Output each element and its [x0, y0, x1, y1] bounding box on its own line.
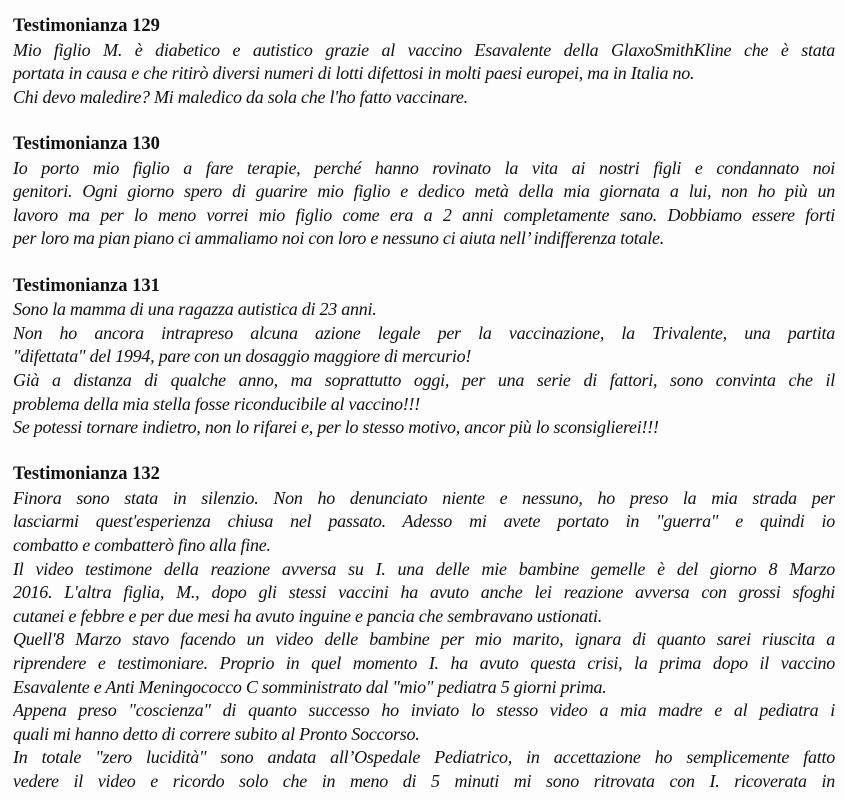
testimony-paragraph: [13, 369, 835, 416]
testimony-paragraph: [13, 322, 835, 369]
text-line: genitori. Ogni giorno spero di guarire mio figlio e dedico metà della mia giornata a lui, non ho più un: [13, 181, 835, 202]
testimony-paragraph: [13, 699, 835, 746]
testimony-paragraph: [13, 39, 835, 86]
testimony-paragraph: [13, 416, 835, 440]
text-line: riprendere e testimoniare. Proprio in quel momento I. ha avuto questa crisi, la prima dopo il vaccino: [13, 653, 835, 674]
testimony-section: [13, 133, 835, 251]
text-line: Il video testimone della reazione avversa su I. una delle mie bambine gemelle è del giorno 8 Marzo: [13, 558, 835, 579]
text-line: Già a distanza di qualche anno, ma soprattutto oggi, per una serie di fattori, sono convinta che il: [13, 369, 835, 390]
testimony-paragraph: [13, 628, 835, 699]
text-line: Sono la mamma di una ragazza autistica di 23 anni.: [13, 299, 377, 320]
text-line: Esavalente e Anti Meningococco C somministrato dal "mio" pediatra 5 giorni prima.: [13, 676, 607, 697]
text-line: Io porto mio figlio a fare terapie, perché hanno rovinato la vita ai nostri figli e condannato noi: [13, 157, 835, 178]
text-line: portata in causa e che ritirò diversi numeri di lotti difettosi in molti paesi europei, ma in Italia no.: [13, 63, 695, 84]
testimony-section: [13, 463, 835, 793]
text-line: Non ho ancora intrapreso alcuna azione legale per la vaccinazione, la Trivalente, una partita: [13, 322, 835, 343]
text-line: combatto e combatterò fino alla fine.: [13, 535, 271, 556]
text-line: problema della mia stella fosse riconducibile al vaccino!!!: [13, 393, 420, 414]
text-line: Quell'8 Marzo stavo facendo un video delle bambine per mio marito, ignara di quanto sarei riuscita a: [13, 629, 835, 650]
text-line: Appena preso "coscienza" di quanto successo ho inviato lo stesso video a mia madre e al pediatra i: [13, 700, 835, 721]
text-line: "difettata" del 1994, pare con un dosaggio maggiore di mercurio!: [13, 346, 472, 367]
text-line: per loro ma pian piano ci ammaliamo noi con loro e nessuno ci aiuta nell’ indifferenza totale.: [13, 228, 664, 249]
testimony-title: Testimonianza 132: [13, 464, 160, 485]
testimony-paragraph: [13, 558, 835, 629]
text-line: lavoro ma per lo meno vorrei mio figlio come era a 2 anni completamente sano. Dobbiamo essere forti: [13, 204, 835, 225]
testimony-section: [13, 275, 835, 440]
text-line: Finora sono stata in silenzio. Non ho denunciato niente e nessuno, ho preso la mia strada per: [13, 487, 835, 508]
testimony-paragraph: [13, 298, 835, 322]
testimony-paragraph: [13, 746, 835, 793]
text-line: Mio figlio M. è diabetico e autistico grazie al vaccino Esavalente della GlaxoSmithKline che è stata: [13, 39, 835, 60]
text-line: In totale "zero lucidità" sono andata all’Ospedale Pediatrico, in accettazione ho semplicemente fatto: [13, 747, 835, 768]
text-line: 2016. L'altra figlia, M., dopo gli stessi vaccini ha avuto anche lei reazione avversa con grossi sfoghi: [13, 582, 835, 603]
testimony-title: Testimonianza 130: [13, 133, 160, 154]
testimony-section: [13, 15, 835, 109]
testimony-paragraph: [13, 157, 835, 251]
text-line: quali mi hanno detto di correre subito al Pronto Soccorso.: [13, 723, 420, 744]
text-line: cutanei e febbre e per due mesi ha avuto inguine e pancia che sembravano ustionati.: [13, 605, 602, 626]
testimony-title: Testimonianza 129: [13, 16, 160, 36]
text-line: Chi devo maledire? Mi maledico da sola che l'ho fatto vaccinare.: [13, 86, 468, 107]
testimony-paragraph: [13, 487, 835, 558]
testimony-paragraph: [13, 86, 835, 110]
testimony-title: Testimonianza 131: [13, 275, 160, 296]
text-line: Se potessi tornare indietro, non lo rifarei e, per lo stesso motivo, ancor più lo sconsiglierei!!!: [13, 417, 659, 438]
text-line: vedere il video e ricordo solo che in meno di 5 minuti mi sono ritrovata con I. ricoverata in: [13, 771, 835, 791]
text-line: lasciarmi quest'esperienza chiusa nel passato. Adesso mi avete portato in "guerra" e quindi io: [13, 511, 835, 532]
